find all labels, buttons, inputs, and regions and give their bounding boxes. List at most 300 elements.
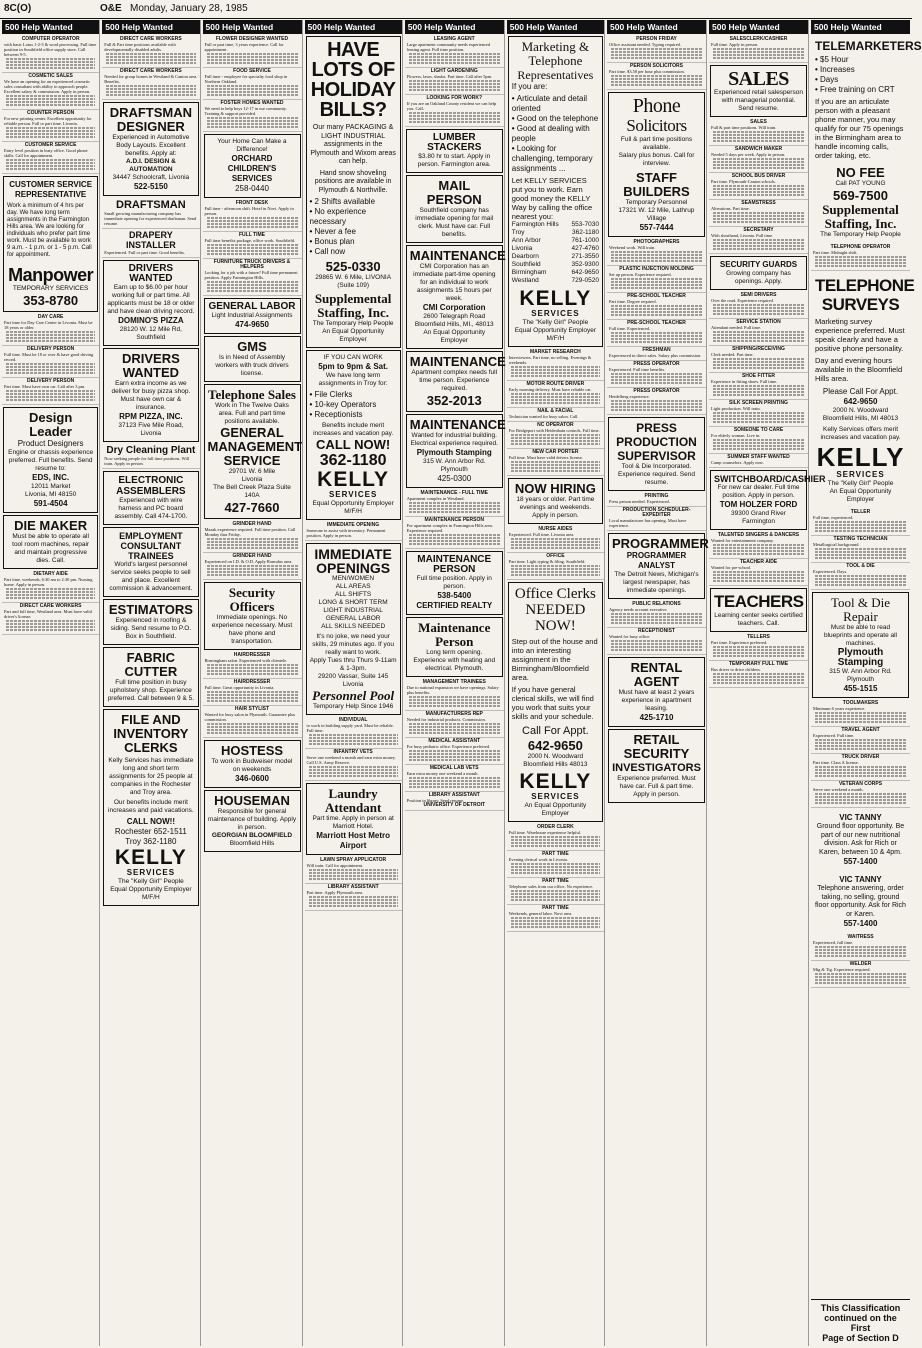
text-line [207,568,298,570]
personnel-pool-logo: Personnel Pool [312,688,395,703]
text-line [409,508,500,510]
teachers-ad [710,588,807,632]
classified-ad [709,319,808,346]
text-line [815,527,906,529]
kelly-logo-sub: SERVICES [836,470,885,479]
classified-ad [709,634,808,661]
hiring-title: NOW HIRING [514,481,596,496]
text-line [713,140,804,142]
text-line [713,337,804,339]
designer-sub: Product Designers [17,439,84,448]
text-line [6,337,95,339]
classified-ad [102,36,199,68]
ad-title: PERSON FRIDAY [636,36,677,42]
ad-title: TRAVEL AGENT [841,727,880,733]
ad-title: PLASTIC INJECTION MOLDING [619,266,694,272]
oc-phone: 642-9650 [527,738,583,753]
text-line [511,375,600,377]
text-line [207,88,298,90]
classified-ad [405,738,504,765]
text-line [713,188,804,190]
ad-body: Weekend work. Will train. [609,245,656,250]
text-line [611,613,702,615]
ad-title: HAIR STYLIST [234,706,270,712]
classified-list [405,490,504,549]
lumber-body: $3.80 hr to start. Apply in person. Farmington area. [417,153,491,168]
ad-title: TEMPORARY FULL TIME [728,661,789,667]
ad-body: Experienced. Full time. [813,733,855,738]
file-body2: Our benefits include merit increases and paid vacations. [108,799,194,814]
kelly1-line1: IF YOU CAN WORK [323,354,383,361]
imm-body: It's no joke, we need your skills, 29 minutes ago. If you really want to work. [312,633,394,656]
ad-body: Full or part time, 3 years experience. Call for appointment. [204,42,284,52]
text-line [207,541,298,543]
text-line [713,544,804,546]
text-line [815,521,906,523]
text-line [713,361,804,363]
text-line [713,358,804,360]
imm-addr2: Livonia [342,681,364,688]
personnel-pool-ad [306,543,401,715]
classified-list [203,521,302,580]
oc-body: Step out of the house and into an interesting assignment in the Birmingham/Bloomfield area. [511,637,598,682]
text-line [207,544,298,546]
text-line [207,574,298,576]
text-line [409,505,500,507]
columns [2,20,922,1346]
kelly-logo-sub: SERVICES [328,490,378,499]
tool-phone: 455-1515 [843,684,878,693]
ad-title: ORDER CLERK [537,824,574,830]
houseman-company: GEORGIAN BLOOMFIELD [211,832,293,839]
text-line [815,557,906,559]
ad-title: FOSTER HOMES WANTED [220,100,284,106]
maint1-body: CMI Corporation has an immediate part-time opening for an individual to work assignments 15 hours per week. [413,263,496,302]
text-line [6,162,95,164]
classified-ad [709,661,808,688]
column-5 [405,20,505,1346]
text-line [713,394,804,396]
text-line [6,597,95,599]
text-line [409,537,500,539]
text-line [511,565,600,567]
text-line [207,220,298,222]
ad-title: NAIL & FACIAL [537,408,574,414]
houseman-ad [204,790,301,852]
maint1-addr2: Bloomfield Hills, MI., 48013 [414,321,494,328]
classified-ad [709,454,808,468]
classified-ad [709,400,808,427]
continued-notice [811,1299,910,1346]
ad-title: TELLERS [747,634,770,640]
prog-body: The Detroit News, Michigan's largest newspaper, has immediate openings. [614,571,699,594]
security-guards-ad [710,256,807,290]
ad-title: SUMMER STAFF WANTED [727,454,790,460]
text-line [409,780,500,782]
text-line [106,94,195,96]
ad-body: Part time. Class A license. [813,760,859,765]
category-heading: 500 Help Wanted [405,20,504,34]
classified-ad [607,36,706,63]
text-line [511,893,600,895]
text-line [409,699,500,701]
text-line [815,745,906,747]
maint2-title: MAINTENANCE [409,354,506,369]
designer-body: Engine or chassis experience preferred. Full benefits. Send resume to: [8,449,94,472]
vic2-phone: 557-1400 [843,919,878,928]
classified-ad [607,601,706,628]
drivers-addr: 28120 W. 12 Mile Rd, Southfield [119,326,182,341]
retail-title2: SECURITY [623,746,690,761]
text-line [511,920,600,922]
maint4-cta: CERTIFIED REALTY [416,601,493,610]
ad-body: to work in building supply yard. Must be reliable. Full time. [306,723,394,733]
classified-ad [811,961,910,988]
text-line [713,164,804,166]
text-line [207,691,298,693]
ad-body: Serve one weekend a month and earn extra money. Call U.S. Army Reserve. [306,755,396,765]
text-line [713,364,804,366]
classified-list [709,36,808,63]
drivers2-addr: 37123 Five Mile Road, Livonia [118,422,184,437]
ad-body: Due to national expansion we have openings. Salary plus benefits. [406,685,499,695]
text-line [409,543,500,545]
gm-addr3: The Bell Creek Plaza Suite 140A [213,484,291,499]
supplemental-eoe: An Equal Opportunity Employer [322,328,385,343]
bullet-item: • 2 Shifts available [310,197,397,207]
kelly-tag: The "Kelly Girl" People [522,319,589,326]
classified-ad [507,553,604,580]
tool-addr2: Plymouth [846,676,875,683]
ad-body: Telephone sales from our office. No experience. [508,884,594,889]
ad-body: Wanted for entertainment company. [711,538,774,543]
mkt-intro: If you are: [511,82,548,91]
text-line [713,221,804,223]
text-line [611,75,702,77]
vic-tanny-ad [812,810,909,870]
classified-list [203,652,302,738]
text-line [409,696,500,698]
text-line [713,212,804,214]
manpower-sub: TEMPORARY SERVICES [12,285,89,292]
text-line [309,902,398,904]
text-line [309,772,398,774]
mkt-bullet-list [512,94,599,174]
classified-ad [811,934,910,961]
estimators-ad [103,599,198,645]
text-line [815,796,906,798]
maint5-title: Maintenance Person [418,620,491,649]
text-line [815,793,906,795]
manpower-ad [3,176,98,312]
classified-ad [507,449,604,476]
text-line [611,406,702,408]
text-line [309,905,398,907]
text-line [713,682,804,684]
text-line [207,538,298,540]
classified-ad [2,571,99,603]
classified-list [607,36,706,90]
gm-addr2: Livonia [241,476,263,483]
retail-title3: INVESTIGATORS [612,762,701,774]
holiday-line4: BILLS? [319,99,387,121]
classified-ad [102,444,199,469]
text-line [207,244,298,246]
ad-title: PART TIME [542,851,569,857]
text-line [309,743,398,745]
column-1 [2,20,100,1346]
ad-body: Will train. Call for appointment. [306,863,364,868]
cmi-ad [406,245,506,349]
ad-body: with basic Lotus 1-2-3 & word processing. Full time position in Southfield office supply store. Call between 9-5. [4,42,97,57]
text-line [409,59,500,61]
text-line [815,262,906,264]
text-line [409,62,500,64]
office-phone: 553-7030 [571,221,599,228]
text-line [815,524,906,526]
file-body: Kelly Services has immediate long and short term assignments for 25 people at companies in the Rochester and Troy area. [108,757,194,796]
kelly-eoe: Equal Opportunity Employer M/F/H [312,500,394,515]
text-line [815,946,906,948]
kelly-tag: The "Kelly Girl" People [827,480,894,487]
column-4 [305,20,403,1346]
classified-list [507,824,604,932]
text-line [106,88,195,90]
text-line [309,737,398,739]
classified-ad [203,259,302,296]
classified-list [607,601,706,655]
text-line [815,554,906,556]
holiday-line3: HOLIDAY [310,79,396,101]
die-title: DIE MAKER [14,518,88,533]
text-line [611,251,702,253]
orchard-phone: 258-0440 [235,184,269,193]
vic-body: Ground floor opportunity. Be part of our new nutritional division. Ask for Rich or Karen, between 10 & 4pm. [816,823,905,856]
ps-body: Full & part time positions available. [620,136,693,151]
ad-title: MANAGEMENT TRAINEES [422,679,486,685]
classified-ad [607,388,706,415]
text-line [207,571,298,573]
ad-body: Full & Part time positions available with developmentally disabled adults. [104,42,176,52]
sg-body: Growing company has openings. Apply. [726,270,791,285]
classified-list [709,119,808,254]
ad-body: Full time, experienced. [813,515,854,520]
mkt-line3: Representatives [517,68,594,82]
houseman-title: HOUSEMAN [214,793,290,808]
ad-title: COUNTER PERSON [27,110,75,116]
ad-body: Needed for group homes in Westland & Canton area. Benefits. [104,74,198,84]
text-line [207,120,298,122]
ad-title: INDIVIDUAL [338,717,368,723]
text-line [713,646,804,648]
category-heading: 500 Help Wanted [305,20,402,34]
electronic-ad [103,471,198,525]
bullet-item: • Free training on CRT [815,85,906,95]
tm-fee: NO FEE [836,165,885,180]
classified-ad [811,754,910,781]
text-line [409,118,500,120]
classified-ad [405,679,504,711]
classified-ad [203,68,302,100]
holiday-body2: Hand snow shoveling positions are available in Plymouth & Northville. [314,169,392,194]
holiday-line2: LOTS OF [311,59,395,81]
kelly-eoe: An Equal Opportunity Employer [829,488,892,503]
ad-title: PRESS OPERATOR [633,361,680,367]
text-line [815,584,906,586]
text-line [511,923,600,925]
ad-title: PRE-SCHOOL TEACHER [627,293,686,299]
bullet-item: • 10-key Operators [310,400,397,410]
text-line [511,443,600,445]
text-line [511,836,600,838]
classified-list [405,679,504,792]
text-line [6,366,95,368]
classified-ad [607,266,706,293]
text-line [611,257,702,259]
text-line [815,976,906,978]
text-line [6,61,95,63]
imm-body2: Apply Tues thru Thurs 9-11am & 1-3pm. [309,657,397,672]
text-line [6,591,95,593]
diemaker-ad [3,515,98,569]
column-3 [203,20,303,1346]
text-line [6,594,95,596]
ad-title: GRINDER HAND [232,521,272,527]
classified-list [507,349,604,408]
employment-ad [103,527,198,597]
hiring-body: 18 years or older. Part time evenings and weekends. Apply in person. [516,496,595,519]
classified-list [507,422,604,476]
draftsman-sub: DESIGNER [116,119,185,134]
ad-title: SHOE FITTER [741,373,776,379]
text-line [611,646,702,648]
surveys-addr2: Bloomfield Hills, MI 48013 [822,415,899,422]
maint5-ad [406,617,503,677]
classified-ad [607,63,706,90]
kelly-logo-sub: SERVICES [531,309,580,318]
text-line [713,57,804,59]
kelly-surveys-ad [812,273,915,507]
tm-title: TELEMARKETERS [815,39,922,53]
text-line [6,101,95,103]
text-line [409,705,500,707]
retail-body: Experience preferred. Must have car. Full & part time. Apply in person. [617,775,696,798]
surveys-phone: 642-9650 [843,397,878,406]
text-line [511,440,600,442]
personnel-pool-sub: Temporary Help Since 1946 [313,703,394,710]
text-line [815,712,906,714]
category-heading: 500 Help Wanted [507,20,604,34]
text-line [106,53,195,55]
classified-ad [305,884,402,911]
text-line [713,388,804,390]
rental-phone: 425-1710 [639,713,674,722]
text-line [511,869,600,871]
ad-body: Part time for Day Care Center in Livonia. Must be 18 years or older. [4,320,93,330]
ad-body: Experienced on I.D. & O.D. Apply Romulus area. [204,559,293,564]
holiday-line1: HAVE [327,39,380,61]
text-line [815,551,906,553]
text-line [511,399,600,401]
ad-body: Wanted for busy office. [609,634,651,639]
classified-list [709,292,808,454]
sg-title: SECURITY GUARDS [719,260,798,269]
text-line [815,581,906,583]
text-line [713,580,804,582]
text-line [611,409,702,411]
classified-list [305,717,402,781]
kelly-logo-sub: SERVICES [126,868,176,877]
text-line [815,715,906,717]
text-line [106,59,195,61]
ad-body: Part time. $3.50 per hour plus commission. [609,69,685,74]
office-city: Westland [511,277,539,284]
ad-title: SALESCLERK/CASHIER [729,36,788,42]
supplemental-logo: Supplemental Staffing, Inc. [822,202,899,231]
ad-body: Now seeking people for full time positions. Will train. Apply in person. [104,456,190,466]
classified-ad [203,232,302,259]
text-line [611,305,702,307]
text-line [611,308,702,310]
text-line [207,723,298,725]
text-line [611,57,702,59]
classified-ad [405,765,504,792]
classified-ad [203,706,302,738]
text-line [511,366,600,368]
text-line [713,248,804,250]
maint3-ad [406,414,506,488]
classified-list [709,532,808,586]
classified-ad [405,490,504,517]
text-line [511,396,600,398]
office-city: Livonia [511,245,533,252]
ad-title: DIRECT CARE WORKERS [19,603,82,609]
sales-body: Experienced retail salesperson with managerial potential. Send resume. [714,89,803,112]
office-city: Dearborn [511,253,539,260]
office-row [512,253,599,261]
kelly1-body: We have long term assignments in Troy for: [318,372,388,387]
ad-body: Position in library. Send resume. [406,798,465,803]
text-line [6,396,95,398]
ad-title: NEW CAR PORTER [532,449,579,455]
staff-addr: 17321 W. 12 Mile, Lathrup Village [618,207,695,222]
office-phone: 352-9300 [571,261,599,268]
text-line [713,673,804,675]
classified-list [305,857,402,911]
text-line [207,53,298,55]
ad-title: NURSE AIDES [538,526,573,532]
oc-addr2: Bloomfield Hills 48013 [523,761,588,768]
houseman-addr: Bloomfield Hills [229,840,275,847]
text-line [611,622,702,624]
text-line [207,290,298,292]
text-line [6,390,95,392]
text-line [713,131,804,133]
text-line [207,565,298,567]
estimators-title: ESTIMATORS [108,602,193,617]
ad-title: SHIPPING/RECEIVING [732,346,785,352]
text-line [611,78,702,80]
imm-line8: GENERAL LABOR [325,615,381,622]
classified-ad [607,239,706,266]
office-row [512,237,599,245]
ad-title: DRAFTSMAN [116,199,186,211]
tm-body: If you are an articulate person with a pleasant phone manner, you may qualify for our 75 openings in the Birmingham area to handle incoming calls, order taking, etc. [815,97,904,160]
sw-company: TOM HOLZER FORD [719,500,798,509]
prog-title: PROGRAMMER [612,536,709,551]
text-line [207,697,298,699]
text-line [511,574,600,576]
